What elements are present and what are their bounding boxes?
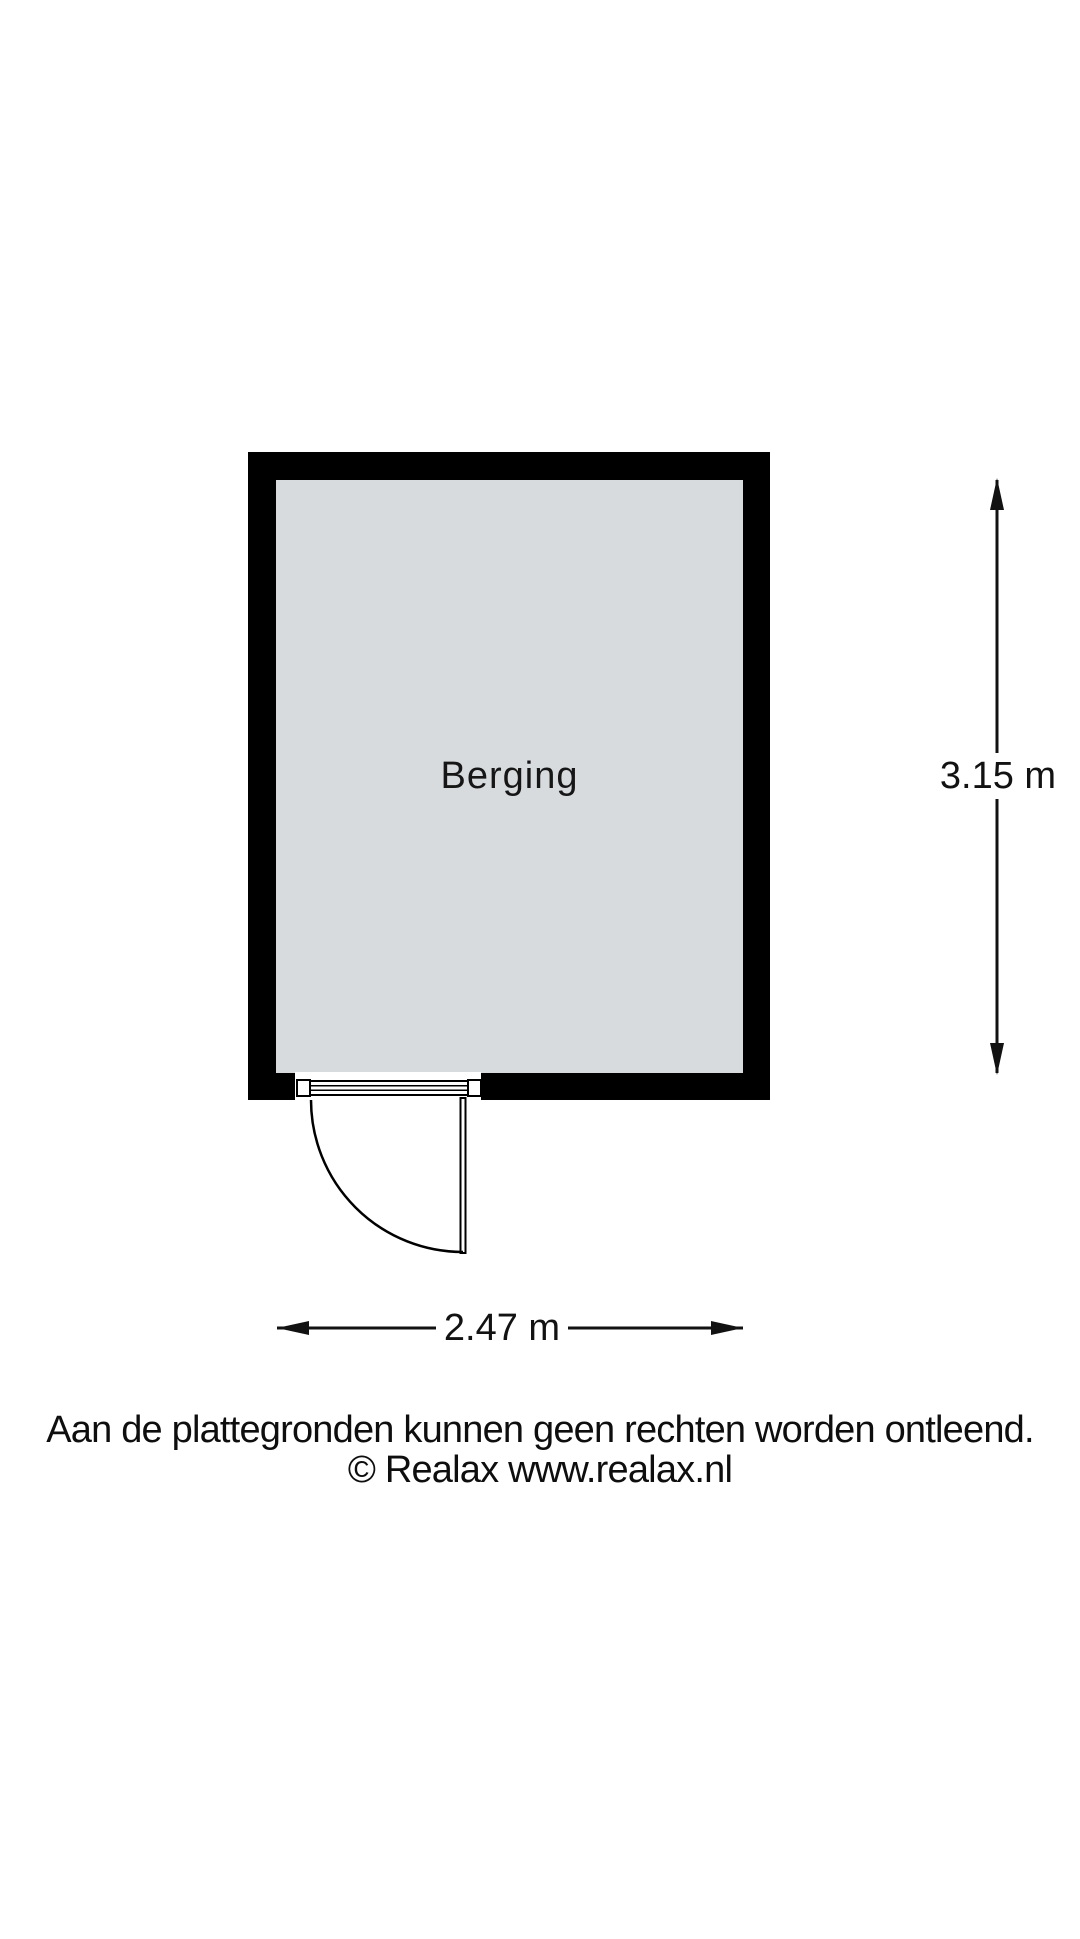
door-left-post <box>297 1080 310 1096</box>
width-dimension-arrow-left-icon <box>277 1321 309 1335</box>
door-leaf <box>461 1098 466 1253</box>
door-threshold <box>310 1081 468 1095</box>
height-dimension-label: 3.15 m <box>937 753 1059 799</box>
door-swing-arc <box>311 1100 463 1252</box>
height-dimension-arrow-up-icon <box>990 478 1004 510</box>
width-dimension-label: 2.47 m <box>436 1305 568 1351</box>
door-right-post <box>468 1080 481 1096</box>
width-dimension-arrow-right-icon <box>711 1321 743 1335</box>
footer-disclaimer: Aan de plattegronden kunnen geen rechten worden ontleend. <box>46 1409 1034 1451</box>
height-dimension-arrow-down-icon <box>990 1043 1004 1075</box>
footer-copyright: © Realax www.realax.nl <box>347 1449 733 1491</box>
room-label: Berging <box>440 755 579 797</box>
